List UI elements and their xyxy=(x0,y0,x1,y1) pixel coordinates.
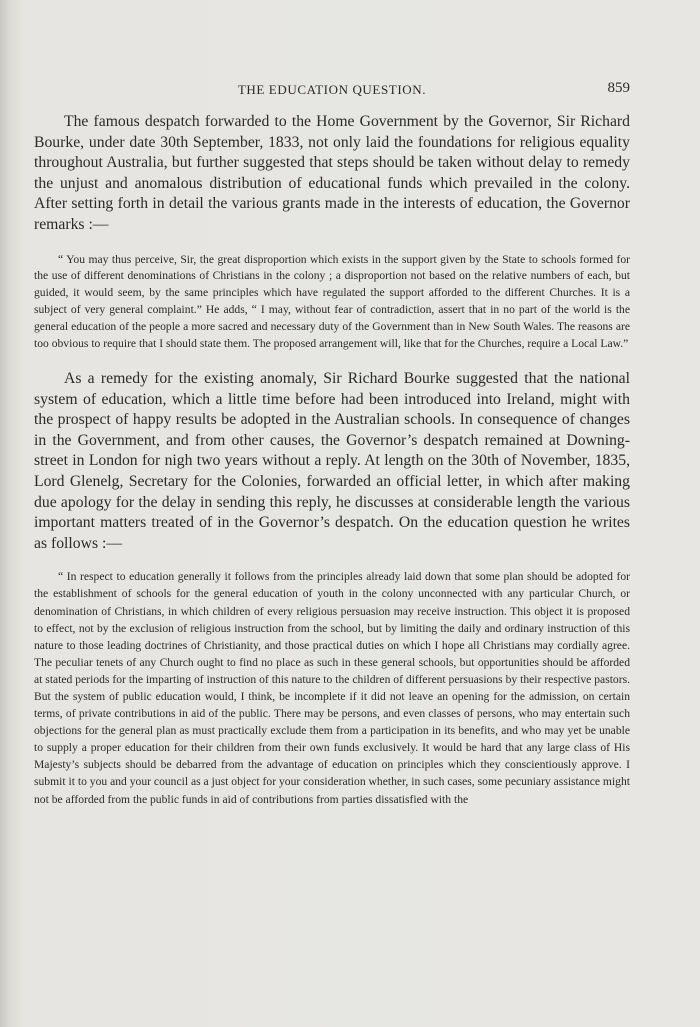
page-body xyxy=(34,112,630,824)
paragraph-despatch: The famous despatch forwarded to the Home Government by the Governor, Sir Richard Bourke, under date 30th September, 1833, not only laid the foundations for religious equality throughout Australia, but further suggested that steps should be taken without delay to remedy the unjust and anomalous distribution of educational funds which prevailed in the colony. After setting forth in detail the various grants made in the interests of education, the Governor remarks :— xyxy=(34,113,630,233)
page-number: 859 xyxy=(607,80,630,96)
running-title: THE EDUCATION QUESTION. xyxy=(237,82,427,97)
quote-governor: “ You may thus perceive, Sir, the great disproportion which exists in the support given by the State to schools formed for the use of different denominations of Christians in the colony ; a disproportion not based on the relative numbers of each, but guided, it would seem, by the same principles which have regulated the support afforded to the different Churches. It is a subject of very general complaint.” He adds, “ I may, without fear of contradiction, assert that in no part of the world is the general education of the people a more sacred and necessary duty of the Government than in New South Wales. The reasons are too obvious to require that I should state them. The proposed arrangement will, like that for the Churches, require a Local Law.” xyxy=(34,252,630,351)
page-header xyxy=(34,80,630,100)
quote-glenelg: “ In respect to education generally it follows from the principles already laid down that some plan should be adopted for the establishment of schools for the general education of youth in the colony unconnected with any particular Church, or denomination of Christians, in which children of every religious persuasion may receive instruction. This object it is proposed to effect, not by the exclusion of religious instruction from the school, but by limiting the daily and ordinary instruction of this nature to those leading doctrines of Christianity, and those practical duties on which I hope all Christians may cordially agree. The peculiar tenets of any Church ought to find no place as such in these general schools, but opportunities should be afforded at stated periods for the imparting of instruction of this nature to the children of different persuasions by their respective pastors. But the system of public education would, I think, be incomplete if it did not leave an opening for the admission, on certain terms, of private contributions in aid of the public. There may be persons, and even classes of persons, who may entertain such objections for the general plan as must practically exclude them from a participation in its benefits, and who may yet be unable to supply a proper education for their children from their own funds exclusively. It would be hard that any large class of His Majesty’s subjects should be debarred from the advantage of education on principles which they conscientiously approve. I submit it to you and your council as a just object for your consideration whether, in such cases, some pecuniary assistance might not be afforded from the public funds in aid of contributions from parties dissatisfied with the xyxy=(34,570,630,806)
paragraph-remedy: As a remedy for the existing anomaly, Sir Richard Bourke suggested that the national system of education, which a little time before had been introduced into Ireland, might with the prospect of happy results be adopted in the Australian schools. In consequence of changes in the Government, and from other causes, the Governor’s despatch remained at Downing-street in London for nigh two years without a reply. At length on the 30th of November, 1835, Lord Glenelg, Secretary for the Colonies, forwarded an official letter, in which after making due apology for the delay in sending this reply, he discusses at considerable length the various important matters treated of in the Governor’s despatch. On the education question he writes as follows :— xyxy=(34,370,630,552)
